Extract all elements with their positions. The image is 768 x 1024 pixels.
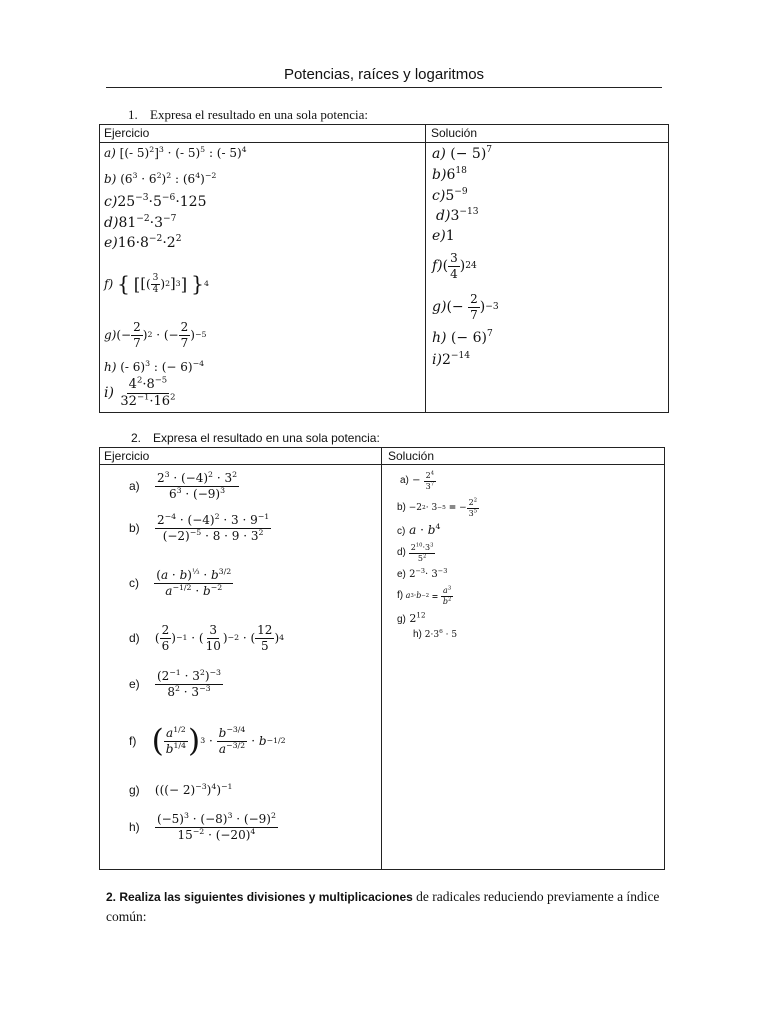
t1-exercise-b: b) $(6^3 \cdot 6^2)^2$ : $(6^4)^{-2}$ [104, 170, 217, 186]
section3-text: de radicales reduciendo previamente a índice común: [106, 889, 660, 924]
table2 [99, 447, 665, 870]
page-title: Potencias, raíces y logaritmos [283, 66, 485, 83]
section1-text: Expresa el resultado en una sola potencia: [150, 107, 369, 122]
title-rule [106, 87, 662, 88]
t2-solution-c: c) $a \cdot b^4$ [397, 521, 441, 537]
t1-solution-i: $i)2^{-14}$ [432, 351, 471, 368]
section1-number: 1. [128, 107, 138, 122]
t1-solution-a: a) (− 5)$^7$ [432, 145, 493, 162]
t1-solution-g: g) (− $\frac{2}{7}$ ) −3 [432, 292, 499, 322]
t2-solution-e: e) $2^{-3}\cdot 3^{-3}$ [397, 566, 448, 580]
table2-header-rule [100, 464, 664, 465]
t2-solution-g: g) $2^{12}$ [397, 610, 426, 625]
t2-solution-f: f) a 3 · b −2 = $\frac{a^3}{b^2}$ [397, 585, 452, 606]
t2-exercise-a: a) $\frac{2^3 \cdot (-4)^2 \cdot 3^2}{6^3 \cdot (-9)^3}$ [129, 470, 238, 501]
section2-heading [131, 431, 380, 445]
section2-number: 2. [131, 431, 142, 445]
table1-header-solucion: Solución [431, 126, 478, 140]
t1-exercise-i: i) $\frac{4^2\cdot 8^{-5}}{32^{-1}\cdot 16^2}$ [104, 374, 176, 409]
t2-exercise-f: f) ( $\frac{a^{1/2}}{b^{1/4}}$ ) 3 · $\frac{b^{-3/4}}{a^{-3/2}}$ · b −1/2 [129, 723, 286, 759]
t2-exercise-e: e) $\frac{(2^{-1} \cdot 3^2)^{-3}}{8^2 \cdot 3^{-3}}$ [129, 668, 221, 699]
t1-exercise-f: f) { [ [ ( $\frac{3}{4}$ ) 2 ] 3 ] } 4 [104, 272, 209, 296]
table1 [99, 124, 669, 413]
t2-exercise-d: d) ( $\frac{2}{6}$ ) −1 · ( $\frac{3}{10}$ ) −2 · ( $\frac{12}{5}$ ) 4 [129, 623, 285, 653]
section2-text: Expresa el resultado en una sola potencia: [153, 431, 380, 445]
t2-solution-d: d) $\frac{2^{10}\cdot 3^3}{5^2}$ [397, 542, 434, 563]
t1-solution-h: h) (− 6)$^7$ [432, 329, 493, 346]
table2-column-divider [381, 448, 382, 869]
t1-solution-e: e)1 [432, 228, 455, 244]
section3-bold: 2. Realiza las siguientes divisiones y multiplicaciones [106, 890, 413, 904]
t2-exercise-c: c) $\frac{(a \cdot b)^{\frac{1}{3}} \cdot b^{3/2}}{a^{-1/2} \cdot b^{-2}}$ [129, 567, 232, 598]
section3-heading [106, 887, 666, 927]
table1-header-rule [100, 142, 668, 143]
t2-exercise-b: b) $\frac{2^{-4} \cdot (-4)^2 \cdot 3 \cdot 9^{-1}}{(-2)^{-5} \cdot 8 \cdot 9 \cdot 3^2}$ [129, 512, 270, 543]
t1-solution-c: $c)5^{-9}$ [432, 187, 468, 204]
t1-exercise-a: a) [(- 5)$^2$]$^3$ · (- 5)$^5$ : (- 5)$^4$ [104, 144, 247, 160]
t1-exercise-e: $e)16\cdot 8^{-2}\cdot 2^2$ [104, 234, 182, 251]
t1-solution-b: $b)6^{18}$ [432, 166, 467, 183]
t2-solution-a: a) − $\frac{2^4}{3^7}$ [400, 470, 435, 491]
t2-exercise-g: g) (((− 2)$^{-3}$)$^4$)$^{-1}$ [129, 781, 233, 797]
t1-exercise-h: h) (- 6)$^3$ : (− 6)$^{-4}$ [104, 358, 205, 374]
table2-header-solucion: Solución [388, 449, 435, 463]
t1-solution-f: f) ( $\frac{3}{4}$ ) 24 [432, 251, 477, 281]
t2-solution-b: b) −2 2 · 3 −5 = − $\frac{2^2}{3^5}$ [397, 497, 478, 518]
t2-solution-h: h) $2\cdot 3^6 \cdot 5$ [413, 629, 458, 640]
table2-header-ejercicio: Ejercicio [104, 449, 150, 463]
table1-header-ejercicio: Ejercicio [104, 126, 150, 140]
section1-heading [128, 107, 368, 123]
t1-exercise-g: g) (− $\frac{2}{7}$ ) 2 · (− $\frac{2}{7}$ ) −5 [104, 320, 207, 350]
table1-column-divider [425, 125, 426, 412]
t1-exercise-d: $d)81^{-2}\cdot 3^{-7}$ [104, 214, 177, 231]
t2-exercise-h: h) $\frac{(-5)^3 \cdot (-8)^3 \cdot (-9)^2}{15^{-2} \cdot (-20)^4}$ [129, 811, 276, 842]
t1-exercise-c: $c)25^{-3}\cdot 5^{-6}\cdot 125$ [104, 193, 207, 210]
t1-solution-d: $d)3^{-13}$ [436, 207, 479, 224]
